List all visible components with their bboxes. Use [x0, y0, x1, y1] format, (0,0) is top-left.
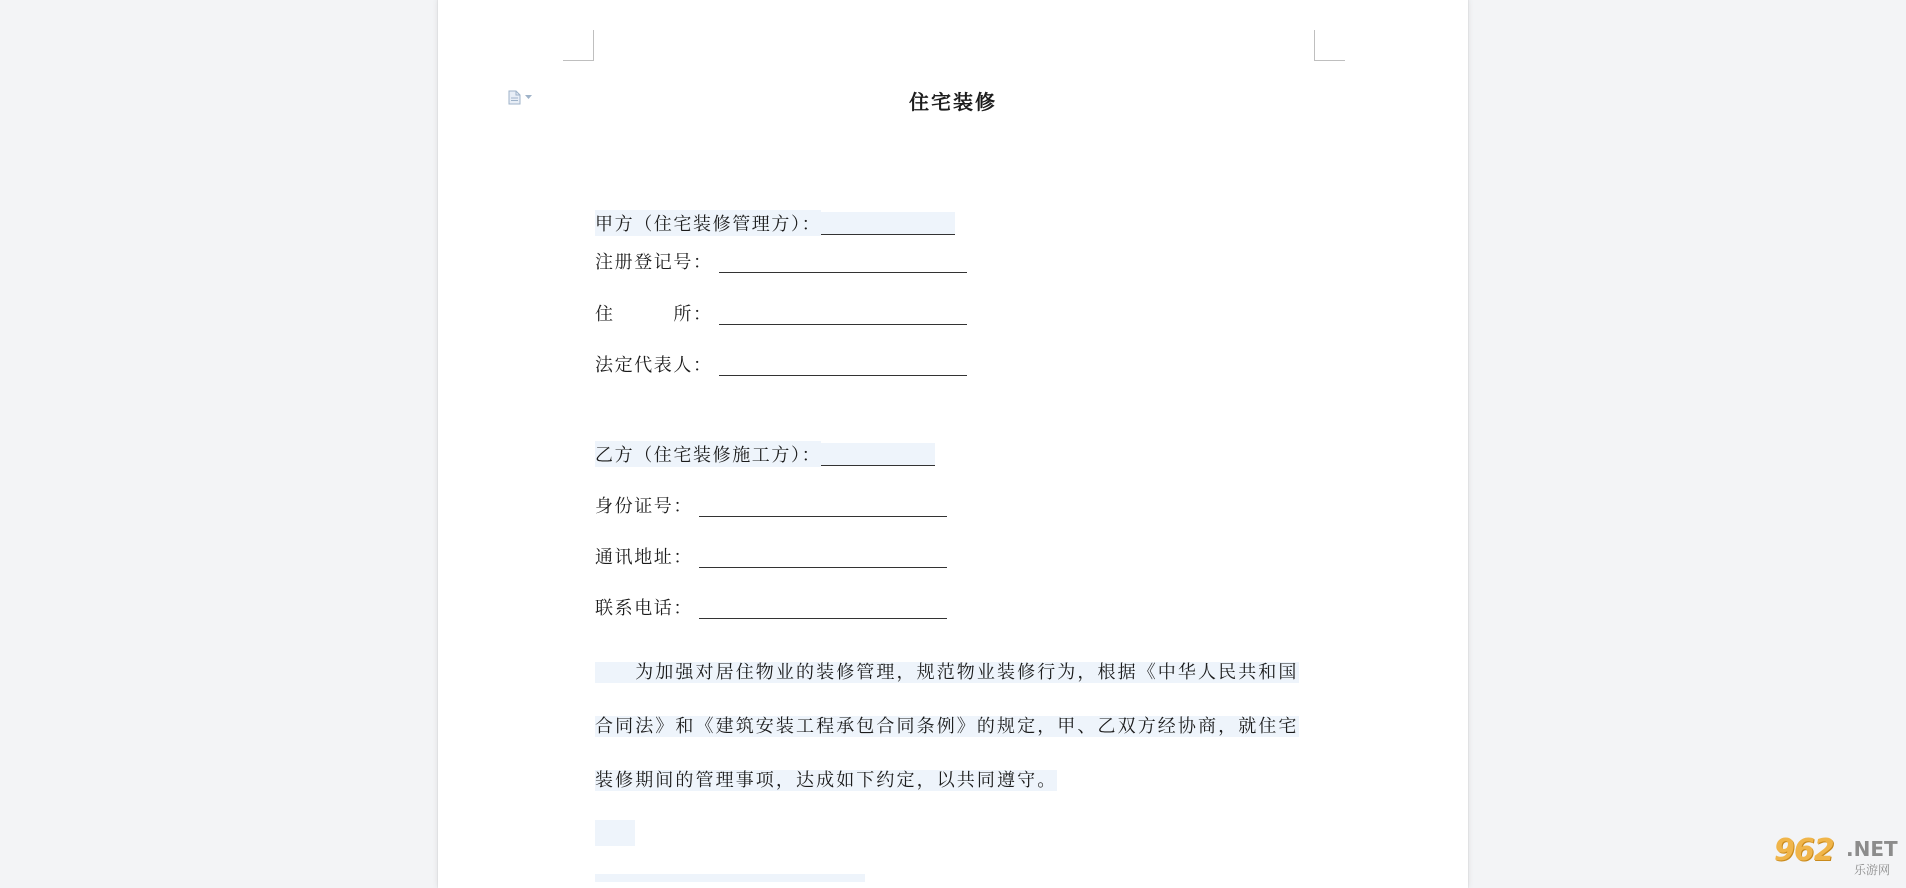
registration-number-label: 注册登记号： — [595, 252, 713, 273]
legal-representative-blank[interactable] — [719, 353, 967, 376]
party-b-field-row — [595, 594, 947, 620]
paragraph-line: 装修期间的管理事项，达成如下约定，以共同遵守。 — [595, 770, 1058, 791]
party-b-field-row — [595, 543, 947, 569]
site-watermark-logo: 962 .NET 乐游网 — [1774, 833, 1898, 877]
party-b-name-blank[interactable] — [821, 443, 935, 466]
page-corner-mark-top-right — [1314, 30, 1345, 61]
address-label: 住 所： — [595, 304, 713, 325]
phone-blank[interactable] — [699, 596, 947, 619]
page-corner-mark-top-left — [563, 30, 594, 61]
party-a-heading-row — [595, 210, 955, 236]
id-number-label: 身份证号： — [595, 496, 693, 517]
paragraph-line: 合同法》和《建筑安装工程承包合同条例》的规定，甲、乙双方经协商，就住宅 — [595, 716, 1299, 737]
id-number-blank[interactable] — [699, 494, 947, 517]
party-b-heading: 乙方（住宅装修施工方）： — [595, 441, 821, 467]
mailing-address-label: 通讯地址： — [595, 547, 693, 568]
party-a-field-row — [595, 248, 967, 274]
phone-label: 联系电话： — [595, 598, 693, 619]
party-a-field-row — [595, 351, 967, 377]
legal-representative-label: 法定代表人： — [595, 355, 713, 376]
mailing-address-blank[interactable] — [699, 545, 947, 568]
party-a-field-row — [595, 300, 967, 326]
party-b-heading-row — [595, 441, 935, 467]
party-b-field-row — [595, 492, 947, 518]
party-a-heading: 甲方（住宅装修管理方）： — [595, 210, 821, 236]
registration-number-blank[interactable] — [719, 250, 967, 273]
document-page — [438, 0, 1468, 888]
address-blank[interactable] — [719, 302, 967, 325]
party-a-name-blank[interactable] — [821, 212, 955, 235]
empty-paragraph-highlight — [595, 820, 635, 846]
paragraph-line: 为加强对居住物业的装修管理，规范物业装修行为，根据《中华人民共和国 — [595, 662, 1299, 683]
next-line-highlight — [595, 874, 865, 882]
document-title: 住宅装修 — [909, 90, 997, 114]
